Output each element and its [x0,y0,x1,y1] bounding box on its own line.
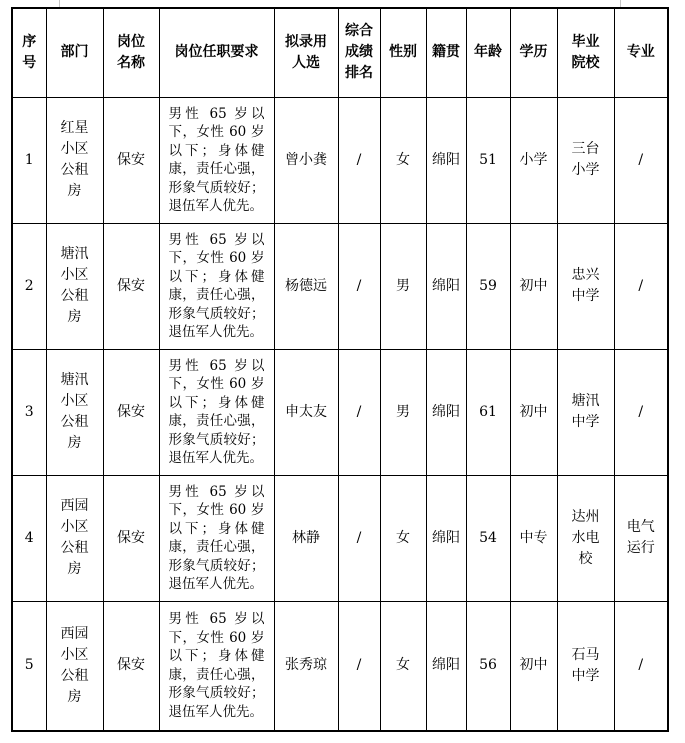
cell-native-place: 绵阳 [426,349,466,475]
column-header-proposed-candidate: 拟录用人选 [274,8,338,97]
table-header [12,8,668,97]
cell-age: 54 [466,475,510,601]
cell-department: 西园小区公租房 [46,601,103,731]
cell-position-requirements: 男性 65 岁以下，女性 60 岁以下；身体健康，责任心强，形象气质较好；退伍军人优先。 [159,601,274,731]
cell-major: 电气运行 [614,475,668,601]
cell-position-requirements: 男性 65 岁以下，女性 60 岁以下；身体健康，责任心强，形象气质较好；退伍军人优先。 [159,223,274,349]
cell-proposed-candidate: 杨德远 [274,223,338,349]
column-header-graduate-school: 毕业院校 [557,8,614,97]
table-row-5 [12,601,668,731]
cell-native-place: 绵阳 [426,97,466,223]
cell-serial-number: 1 [12,97,46,223]
cell-major: / [614,349,668,475]
cell-proposed-candidate: 张秀琼 [274,601,338,731]
column-header-age: 年龄 [466,8,510,97]
cell-graduate-school: 忠兴中学 [557,223,614,349]
cell-age: 51 [466,97,510,223]
cell-position-name: 保安 [103,601,159,731]
column-header-department: 部门 [46,8,103,97]
cell-education: 初中 [510,223,557,349]
table-row-1 [12,97,668,223]
cell-education: 中专 [510,475,557,601]
cell-serial-number: 5 [12,601,46,731]
cell-serial-number: 2 [12,223,46,349]
column-header-position-requirements: 岗位任职要求 [159,8,274,97]
cell-department: 塘汛小区公租房 [46,223,103,349]
column-header-major: 专业 [614,8,668,97]
cell-education: 小学 [510,97,557,223]
cell-score-ranking: / [338,97,380,223]
cell-position-requirements: 男性 65 岁以下，女性 60 岁以下；身体健康，责任心强，形象气质较好；退伍军人优先。 [159,349,274,475]
cell-position-name: 保安 [103,349,159,475]
cell-major: / [614,97,668,223]
recruitment-roster-table [11,7,669,732]
cell-score-ranking: / [338,223,380,349]
cell-graduate-school: 三台小学 [557,97,614,223]
column-header-position-name: 岗位名称 [103,8,159,97]
cell-age: 61 [466,349,510,475]
cell-proposed-candidate: 曾小龚 [274,97,338,223]
cell-position-requirements: 男性 65 岁以下，女性 60 岁以下；身体健康，责任心强，形象气质较好；退伍军人优先。 [159,97,274,223]
cell-position-name: 保安 [103,97,159,223]
table-body [12,97,668,731]
cell-score-ranking: / [338,475,380,601]
cell-graduate-school: 石马中学 [557,601,614,731]
cell-position-name: 保安 [103,223,159,349]
cell-major: / [614,601,668,731]
cell-gender: 女 [380,601,426,731]
cell-graduate-school: 塘汛中学 [557,349,614,475]
cell-education: 初中 [510,349,557,475]
cell-age: 59 [466,223,510,349]
cell-proposed-candidate: 申太友 [274,349,338,475]
cell-serial-number: 4 [12,475,46,601]
cell-graduate-school: 达州水电校 [557,475,614,601]
cell-native-place: 绵阳 [426,223,466,349]
cell-native-place: 绵阳 [426,475,466,601]
cell-gender: 女 [380,97,426,223]
column-header-serial-number: 序号 [12,8,46,97]
cell-department: 塘汛小区公租房 [46,349,103,475]
cell-score-ranking: / [338,601,380,731]
table-row-4 [12,475,668,601]
cell-department: 红星小区公租房 [46,97,103,223]
cell-education: 初中 [510,601,557,731]
table-header-row [12,8,668,97]
table-row-3 [12,349,668,475]
cell-position-name: 保安 [103,475,159,601]
cell-gender: 女 [380,475,426,601]
cell-age: 56 [466,601,510,731]
cell-department: 西园小区公租房 [46,475,103,601]
cell-major: / [614,223,668,349]
cell-serial-number: 3 [12,349,46,475]
column-header-education: 学历 [510,8,557,97]
column-header-native-place: 籍贯 [426,8,466,97]
table-row-2 [12,223,668,349]
column-header-gender: 性别 [380,8,426,97]
cell-gender: 男 [380,349,426,475]
cell-gender: 男 [380,223,426,349]
cell-score-ranking: / [338,349,380,475]
cell-position-requirements: 男性 65 岁以下，女性 60 岁以下；身体健康，责任心强，形象气质较好；退伍军人优先。 [159,475,274,601]
cell-native-place: 绵阳 [426,601,466,731]
cell-proposed-candidate: 林静 [274,475,338,601]
column-header-score-ranking: 综合成绩排名 [338,8,380,97]
